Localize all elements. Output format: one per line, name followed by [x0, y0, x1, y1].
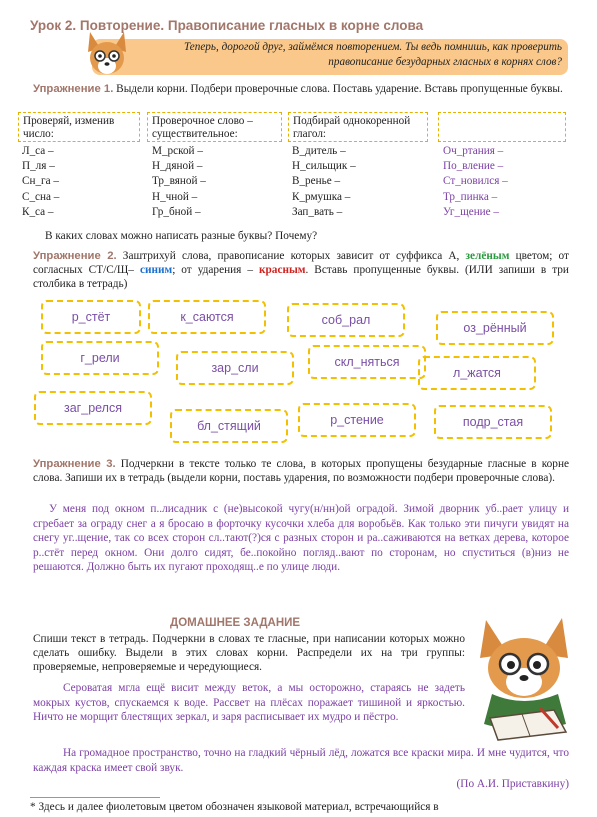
word-tile: бл_стящий: [170, 409, 288, 443]
ex2-text-b: цветом; от согласных СТ/С/Щ–: [33, 250, 569, 276]
ex1-text: Выдели корни. Подбери проверочные слова. Поставь ударение. Вставь пропущенные буквы.: [116, 83, 563, 95]
homework-author: (По А.И. Приставкину): [456, 778, 569, 790]
corgi-glasses-icon: [84, 28, 130, 78]
ex3-label: Упражнение 3.: [33, 458, 116, 470]
ex1-col3: [292, 144, 356, 220]
footnote: * Здесь и далее фиолетовым цветом обозначен языковой материал, встречающийся в: [30, 801, 439, 813]
word-item: Н_чной –: [152, 190, 198, 203]
corgi-writing-icon: [470, 612, 582, 744]
word-item: Оч_ртания –: [443, 145, 504, 157]
ex1-col2: [152, 144, 206, 220]
blue-word: синим: [139, 264, 173, 276]
homework-para1: Сероватая мгла ещё висит между веток, а мы осторожно, стараясь не задеть мокрых кустов, спускаемся к воде. Рассвет на плёсах поражает тишиной и яркостью. Ничто не морщит блестящих зеркал, и заря расписывает их мудро и пёстро.: [33, 682, 465, 724]
ex3-story: У меня под окном п..лисадник с (не)высокой чугу(н/нн)ой оградой. Зимой дворник уб..рает улицу и сгребает за ограду снег а я бросаю в форточку кусочки хлеба для воробьёв. Как только эти пичуги увидят на снегу уг..щение, так со всех сторон сл..тают(?)ся с разных сторон и ра..саживаются на ветках дерева, которое р..стёт перед окном. Они долго сидят, бе..покойно погляд..вают по сторонам, но спуститься (в)низ не решаются. Должно быть их пугают проходящ..е по улице люди.: [33, 503, 569, 574]
word-tile: р_стёт: [41, 300, 141, 334]
word-tile: заг_релся: [34, 391, 152, 425]
word-item: К_рмушка –: [292, 190, 351, 203]
word-item: Гр_бной –: [152, 205, 201, 218]
word-tile: зар_сли: [176, 351, 294, 385]
green-word: зелёным: [465, 250, 510, 262]
ex1-question: В каких словах можно написать разные буквы? Почему?: [45, 230, 318, 242]
ex1-col4: [443, 144, 508, 220]
word-item: В_дитель –: [292, 145, 346, 157]
word-item: Н_дяной –: [152, 160, 203, 173]
ex2-text-d: . Вставь пропущенные буквы. (ИЛИ запиши в три столбика в тетрадь): [33, 264, 569, 290]
word-tile: л_жатся: [418, 356, 536, 390]
ex1-col4-head: [438, 112, 566, 142]
word-tile: оз_рённый: [436, 311, 554, 345]
word-item: Н_сильщик –: [292, 160, 356, 173]
word-item: П_ля –: [22, 160, 55, 173]
ex2-instructions: [33, 249, 569, 291]
word-item: С_сна –: [22, 190, 60, 203]
word-item: По_вление –: [443, 160, 504, 173]
word-tile: соб_рал: [287, 303, 405, 337]
homework-text: Спиши текст в тетрадь. Подчеркни в словах те гласные, при написании которых можно сделать ошибку. Выдели в этих словах корни. Распредели их на три группы: проверяемые, непроверяемые и чередующиеся.: [33, 633, 465, 673]
ex1-col2-head: Проверочное слово – существительное:: [147, 112, 282, 142]
word-tile: к_саются: [148, 300, 266, 334]
word-item: Тр_пинка –: [443, 190, 498, 203]
word-item: Зап_вать –: [292, 205, 343, 218]
word-item: Уг_щение –: [443, 205, 500, 218]
ex2-label: Упражнение 2.: [33, 250, 117, 262]
ex1-col1: [22, 144, 59, 220]
ex2-text-a: Заштрихуй слова, правописание которых зависит от суффикса А,: [122, 250, 460, 262]
word-item: М_рской –: [152, 145, 203, 157]
ex3-text: Подчеркни в тексте только те слова, в которых пропущены безударные гласные в корне слова. Запиши их в тетрадь (выдели корни, поставь ударения, по возможности подбери проверочные слова).: [33, 458, 570, 484]
word-tile: р_стение: [298, 403, 416, 437]
word-item: Сн_га –: [22, 175, 59, 188]
ex1-label: Упражнение 1.: [33, 83, 114, 95]
banner-text: Теперь, дорогой друг, займёмся повторением. Ты ведь помнишь, как проверить правописание безударных гласных в корнях слов?: [183, 41, 562, 68]
word-item: Тр_вяной –: [152, 175, 206, 188]
word-item: В_ренье –: [292, 175, 341, 188]
ex1-instructions: [33, 82, 569, 96]
word-item: Ст_новился –: [443, 175, 508, 188]
ex1-col3-head: Подбирай однокоренной глагол:: [288, 112, 428, 142]
word-item: Л_са –: [22, 145, 54, 157]
ex3-instructions: [33, 457, 569, 485]
word-tile: подр_стая: [434, 405, 552, 439]
ex2-text-c: ; от ударения –: [172, 264, 254, 276]
ex1-col1-head: Проверяй, изменив число:: [18, 112, 140, 142]
word-tile: г_рели: [41, 341, 159, 375]
word-item: К_са –: [22, 205, 54, 218]
homework-title: ДОМАШНЕЕ ЗАДАНИЕ: [170, 617, 301, 629]
homework-para2: На громадное пространство, точно на гладкий чёрный лёд, ложатся все краски мира. И мне чудится, что каждая краска имеет свой звук.: [33, 747, 569, 774]
footnote-divider: [30, 797, 160, 798]
lesson-title: Урок 2. Повторение. Правописание гласных в корне слова: [30, 18, 424, 33]
word-tile: скл_няться: [308, 345, 426, 379]
red-word: красным: [259, 264, 306, 276]
